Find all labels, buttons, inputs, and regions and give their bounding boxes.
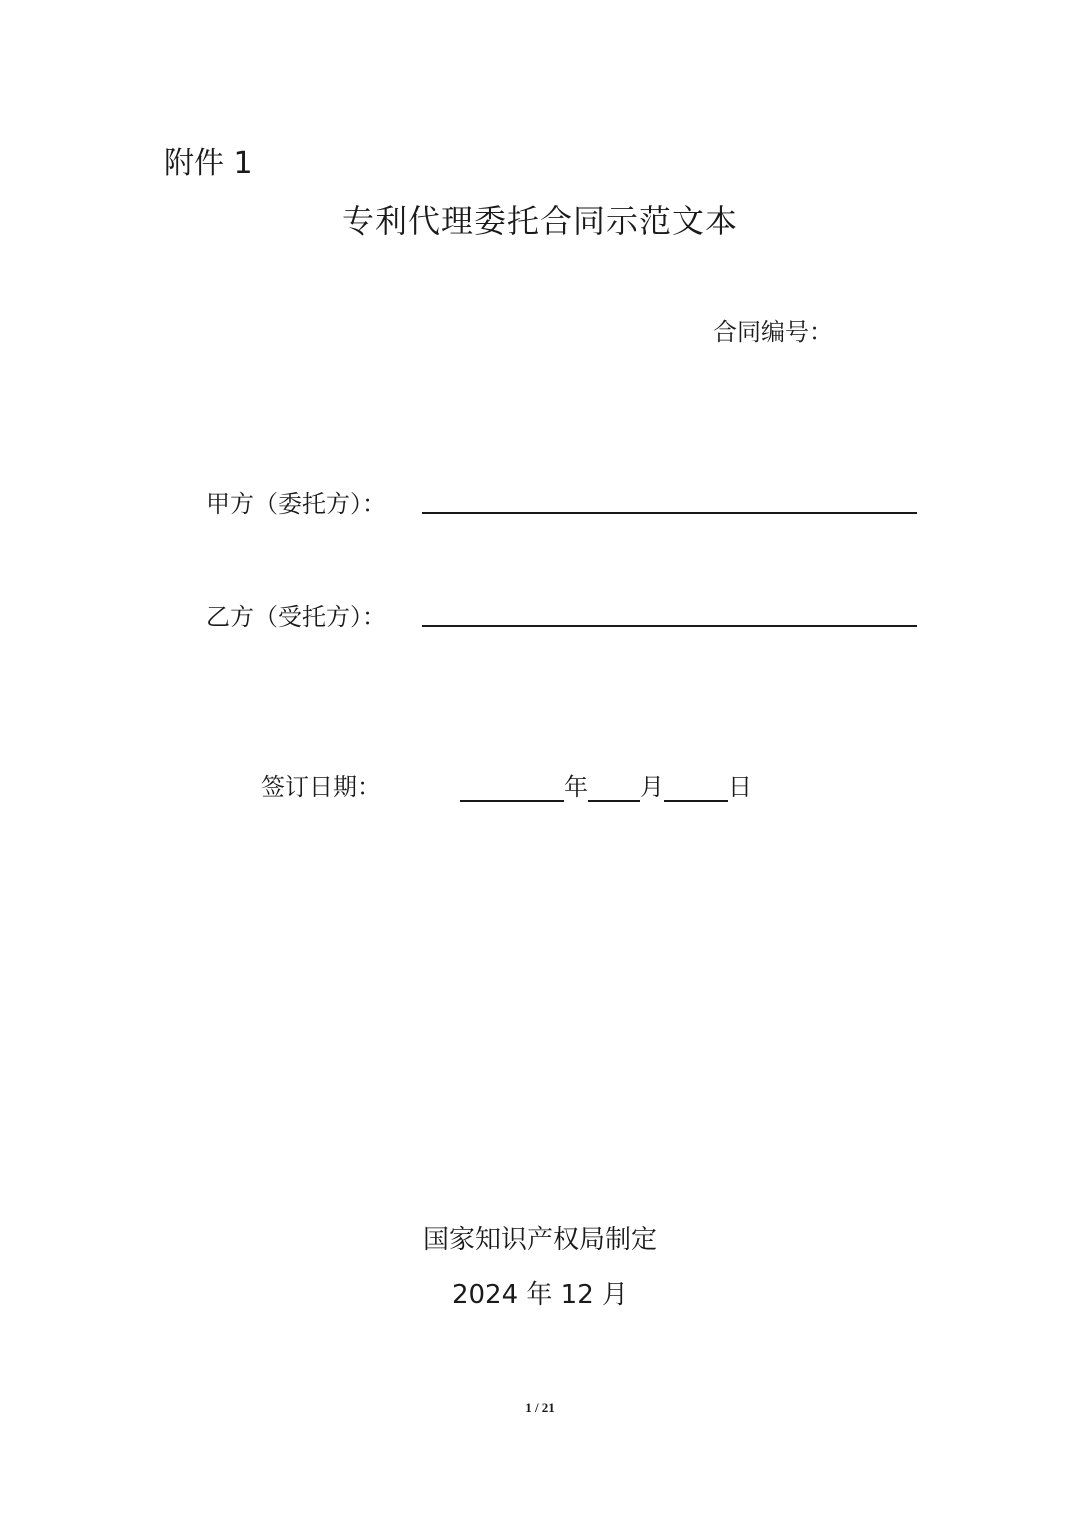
signing-date-label: 签订日期： <box>261 773 381 801</box>
party-b-field[interactable] <box>422 625 917 627</box>
issue-date: 2024 年 12 月 <box>451 1280 629 1310</box>
document-title: 专利代理委托合同示范文本 <box>341 202 738 240</box>
year-field[interactable] <box>460 772 564 802</box>
day-field[interactable] <box>664 772 728 802</box>
party-a-field[interactable] <box>422 512 917 514</box>
party-a-label: 甲方（委托方）： <box>206 490 386 518</box>
party-b-label: 乙方（受托方）： <box>206 603 386 631</box>
year-unit: 年 <box>564 773 588 801</box>
signing-date-row <box>460 767 752 802</box>
month-field[interactable] <box>588 772 640 802</box>
page-number: 1 / 21 <box>525 1400 555 1415</box>
day-unit: 日 <box>728 773 752 801</box>
month-unit: 月 <box>640 773 664 801</box>
issuer: 国家知识产权局制定 <box>422 1225 657 1255</box>
attachment-label: 附件 1 <box>164 146 253 181</box>
contract-number-label: 合同编号： <box>713 318 833 346</box>
